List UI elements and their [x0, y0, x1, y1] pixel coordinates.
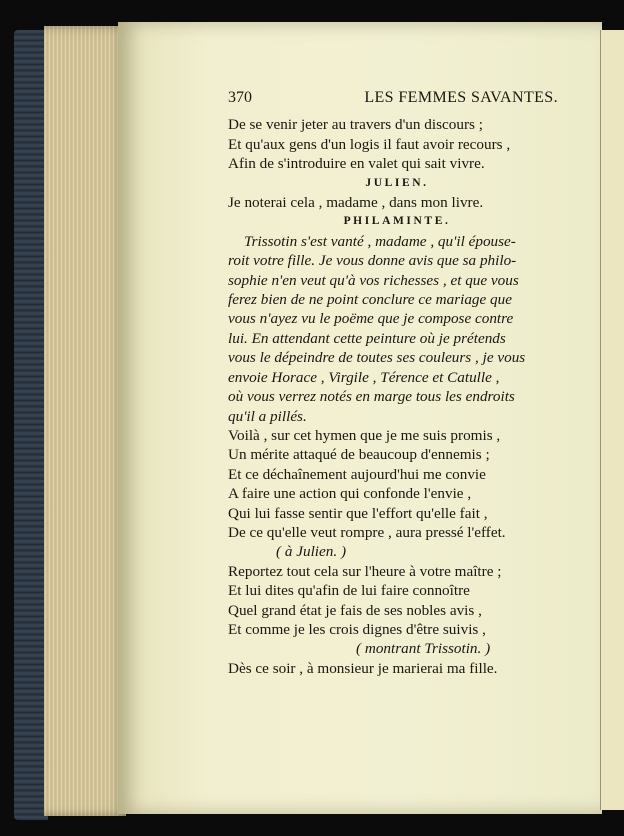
verse-line: Et qu'aux gens d'un logis il faut avoir recours ,: [228, 135, 511, 153]
verse-line: De ce qu'elle veut rompre , aura pressé l'effet.: [228, 523, 506, 541]
stage-direction: ( montrant Trissotin. ): [356, 640, 491, 658]
stage-direction: ( à Julien. ): [276, 543, 347, 561]
verse-line: Je noterai cela , madame , dans mon livre.: [228, 194, 484, 212]
letter-line: lui. En attendant cette peinture où je prétends: [228, 329, 506, 347]
verse-line: Dès ce soir , à monsieur je marierai ma fille.: [228, 659, 498, 677]
running-title: LES FEMMES SAVANTES.: [364, 89, 558, 106]
letter-line: vous le dépeindre de toutes ses couleurs , je vous: [228, 349, 526, 367]
next-page-edge: [600, 30, 624, 810]
verse-line: Et ce déchaînement aujourd'hui me convie: [228, 465, 486, 483]
verse-line: A faire une action qui confonde l'envie ,: [228, 485, 472, 503]
letter-line: où vous verrez notés en marge tous les endroits: [228, 388, 515, 406]
book-spine: [14, 30, 48, 820]
page-edges: [44, 26, 126, 816]
letter-line: vous n'ayez vu le poëme que je compose contre: [228, 310, 514, 328]
letter-line: sophie n'en veut qu'à vos richesses , et que vous: [228, 271, 519, 289]
verse-line: Et comme je les crois dignes d'être suivis ,: [228, 620, 486, 638]
page-number: 370: [228, 89, 252, 106]
verse-line: Et lui dites qu'afin de lui faire connoître: [228, 582, 470, 600]
letter-line: envoie Horace , Virgile , Térence et Catulle ,: [228, 368, 500, 386]
verse-line: Voilà , sur cet hymen que je me suis promis ,: [228, 426, 501, 444]
letter-line: Trissotin s'est vanté , madame , qu'il épouse-: [244, 232, 516, 250]
page-header: [228, 88, 558, 107]
verse-line: Reportez tout cela sur l'heure à votre maître ;: [228, 562, 502, 580]
verse-line: Qui lui fasse sentir que l'effort qu'elle fait ,: [228, 504, 488, 522]
page-text: [228, 88, 558, 678]
speaker-name: PHILAMINTE.: [343, 215, 451, 228]
letter-line: roit votre fille. Je vous donne avis que sa philo-: [228, 252, 517, 270]
verse-line: Un mérite attaqué de beaucoup d'ennemis ;: [228, 446, 490, 464]
verse-line: Afin de s'introduire en valet qui sait vivre.: [228, 155, 485, 173]
speaker-name: JULIEN.: [365, 176, 429, 189]
letter-line: ferez bien de ne point conclure ce mariage que: [228, 291, 512, 309]
verse-line: De se venir jeter au travers d'un discours ;: [228, 116, 483, 134]
verse-line: Quel grand état je fais de ses nobles avis ,: [228, 601, 482, 619]
letter-line: qu'il a pillés.: [228, 407, 307, 425]
